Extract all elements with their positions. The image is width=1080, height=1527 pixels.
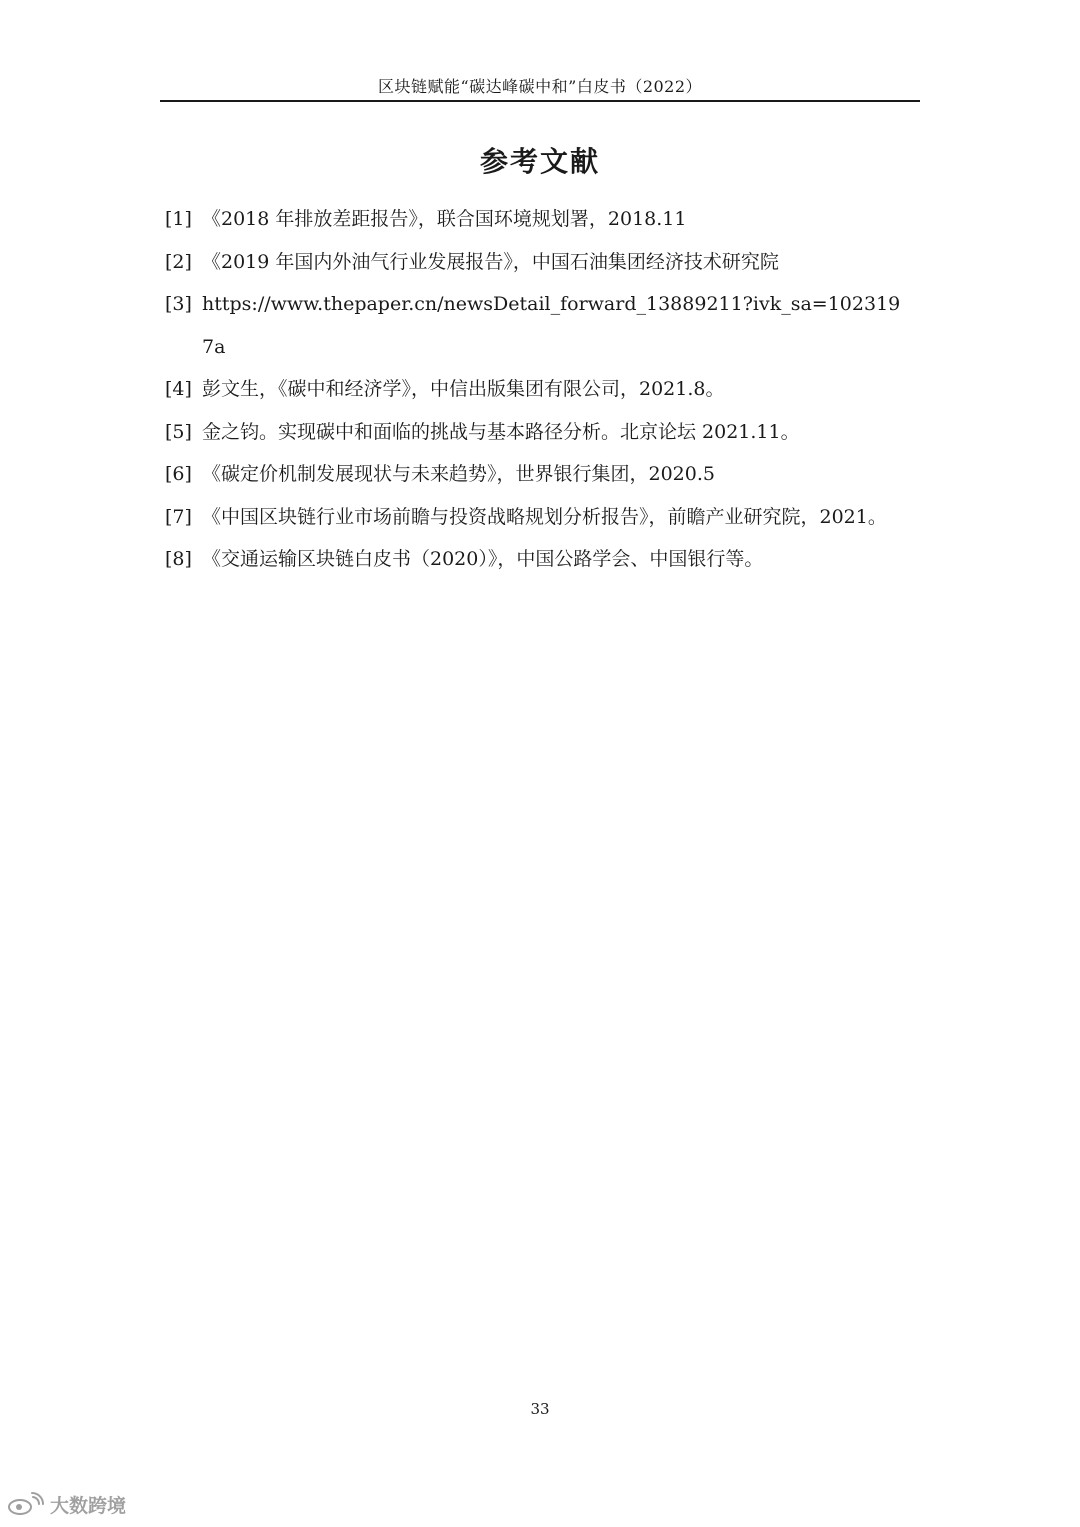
page-number: 33 <box>530 1400 550 1418</box>
reference-label: [2] <box>165 250 192 273</box>
reference-item-8 <box>165 538 925 581</box>
reference-item-3 <box>165 283 925 368</box>
reference-text: 《交通运输区块链白皮书（2020）》，中国公路学会、中国银行等。 <box>202 548 764 570</box>
reference-text: 《碳定价机制发展现状与未来趋势》，世界银行集团，2020.5 <box>202 463 715 485</box>
weibo-logo-icon <box>6 1492 46 1516</box>
reference-item-5 <box>165 411 925 454</box>
reference-label: [5] <box>165 420 192 443</box>
reference-item-1 <box>165 198 925 241</box>
reference-text: 金之钧。实现碳中和面临的挑战与基本路径分析。北京论坛 2021.11。 <box>202 420 800 443</box>
reference-label: [4] <box>165 378 192 400</box>
running-header: 区块链赋能“碳达峰碳中和”白皮书（2022） <box>377 77 703 96</box>
reference-label: [1] <box>165 208 192 230</box>
reference-item-7 <box>165 496 925 539</box>
reference-list <box>165 198 925 581</box>
reference-label: [8] <box>165 548 192 570</box>
header-divider <box>160 100 920 102</box>
watermark-text: 大数跨境 <box>50 1494 127 1517</box>
section-title: 参考文献 <box>479 145 600 178</box>
reference-text: 《中国区块链行业市场前瞻与投资战略规划分析报告》，前瞻产业研究院，2021。 <box>202 505 887 528</box>
watermark <box>6 1490 126 1518</box>
reference-text: 《2019 年国内外油气行业发展报告》，中国石油集团经济技术研究院 <box>202 250 779 273</box>
reference-label: [3] <box>165 293 192 315</box>
reference-item-2 <box>165 241 925 284</box>
reference-item-4 <box>165 368 925 411</box>
reference-text: 《2018 年排放差距报告》，联合国环境规划署，2018.11 <box>202 208 687 230</box>
reference-url: https://www.thepaper.cn/newsDetail_forward_13889211?ivk_sa=1023197a <box>202 293 901 358</box>
reference-label: [7] <box>165 505 192 528</box>
reference-item-6 <box>165 453 925 496</box>
reference-label: [6] <box>165 463 192 485</box>
reference-text: 彭文生，《碳中和经济学》，中信出版集团有限公司，2021.8。 <box>202 378 725 400</box>
